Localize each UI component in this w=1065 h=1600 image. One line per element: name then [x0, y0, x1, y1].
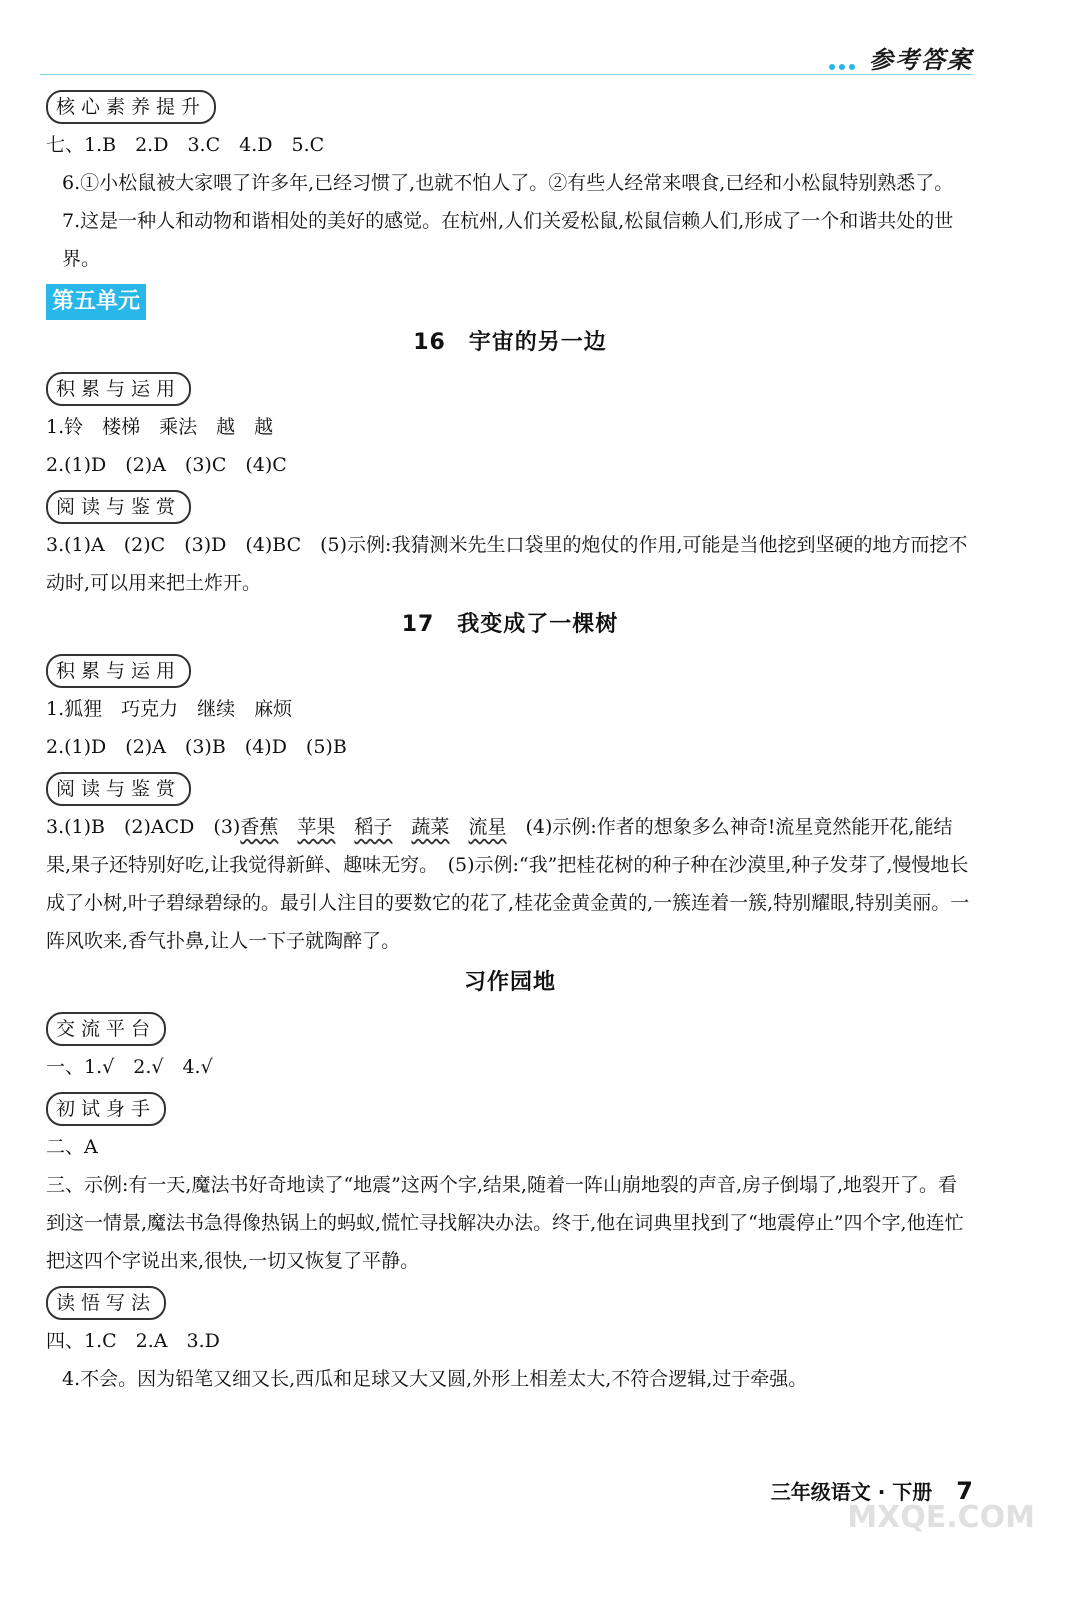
- page-number: 7: [956, 1477, 973, 1505]
- wavy-word: 稻子: [354, 816, 393, 838]
- decor-dots: [825, 55, 855, 74]
- lesson-title: 16 宇宙的另一边: [413, 330, 607, 355]
- answer-paragraph: 3.(1)A (2)C (3)D (4)BC (5)示例:我猜测米先生口袋里的炮仗的作用,可能是当他挖到坚硬的地方而挖不动时,可以用来把土炸开。: [46, 534, 968, 594]
- section-label-reading: 阅读与鉴赏: [46, 490, 191, 524]
- answer-paragraph: 三、示例:有一天,魔法书好奇地读了“地震”这两个字,结果,随着一阵山崩地裂的声音,房子倒塌了,地裂开了。看到这一情景,魔法书急得像热锅上的蚂蚁,慌忙寻找解决办法。终于,他在词典里找到了“地震停止”四个字,他连忙把这四个字说出来,很快,一切又恢复了平静。: [46, 1174, 964, 1272]
- wavy-word: 蔬菜: [411, 816, 450, 838]
- answer-line: 1.狐狸 巧克力 继续 麻烦: [46, 698, 293, 720]
- book-title: 三年级语文 · 下册: [770, 1480, 933, 1504]
- wavy-word: 香蕉: [240, 816, 279, 838]
- section-label-read-write: 读悟写法: [46, 1286, 166, 1320]
- watermark: MXQE.COM: [847, 1500, 1035, 1535]
- section-label-try: 初试身手: [46, 1092, 166, 1126]
- answer-line: 2.(1)D (2)A (3)C (4)C: [46, 454, 287, 476]
- lesson-title: 17 我变成了一棵树: [401, 612, 619, 637]
- answer-line: 2.(1)D (2)A (3)B (4)D (5)B: [46, 736, 347, 758]
- answer-line: 二、A: [46, 1136, 98, 1158]
- page-header: [0, 0, 1065, 80]
- answer-paragraph: 4.不会。因为铅笔又细又长,西瓜和足球又大又圆,外形上相差太大,不符合逻辑,过于牵强。: [62, 1368, 808, 1390]
- answer-paragraph: [46, 808, 974, 960]
- answer-content: [46, 84, 974, 1398]
- section-label-core: 核心素养提升: [46, 90, 216, 124]
- unit-banner: 第五单元: [46, 284, 146, 320]
- answer-line: 1.铃 楼梯 乘法 越 越: [46, 416, 274, 438]
- answer-paragraph: 7.这是一种人和动物和谐相处的美好的感觉。在杭州,人们关爱松鼠,松鼠信赖人们,形成了一个和谐共处的世界。: [62, 210, 954, 270]
- section-label-accumulate: 积累与运用: [46, 372, 191, 406]
- lesson-title: 习作园地: [463, 970, 556, 995]
- answer-prefix: 3.(1)B (2)ACD (3): [46, 816, 241, 838]
- section-label-reading: 阅读与鉴赏: [46, 772, 191, 806]
- answer-line: 一、1.√ 2.√ 4.√: [46, 1056, 213, 1078]
- answer-line: 四、1.C 2.A 3.D: [46, 1330, 220, 1352]
- wavy-word: 流星: [468, 816, 507, 838]
- answer-paragraph: 6.①小松鼠被大家喂了许多年,已经习惯了,也就不怕人了。②有些人经常来喂食,已经和小松鼠特别熟悉了。: [62, 172, 954, 194]
- wavy-word: 苹果: [297, 816, 336, 838]
- answer-line: 七、1.B 2.D 3.C 4.D 5.C: [46, 134, 325, 156]
- header-title: 参考答案: [869, 46, 973, 74]
- answer-rest: (4)示例:作者的想象多么神奇!流星竟然能开花,能结果,果子还特别好吃,让我觉得新鲜、趣味无穷。 (5)示例:“我”把桂花树的种子种在沙漠里,种子发芽了,慢慢地长成了小树,叶子碧绿碧绿的。最引人注目的要数它的花了,桂花金黄金黄的,一簇连着一簇,特别耀眼,特别美丽。一阵风吹来,香气扑鼻,让人一下子就陶醉了。: [46, 816, 970, 952]
- section-label-accumulate: 积累与运用: [46, 654, 191, 688]
- section-label-exchange: 交流平台: [46, 1012, 166, 1046]
- header-divider: [40, 74, 973, 75]
